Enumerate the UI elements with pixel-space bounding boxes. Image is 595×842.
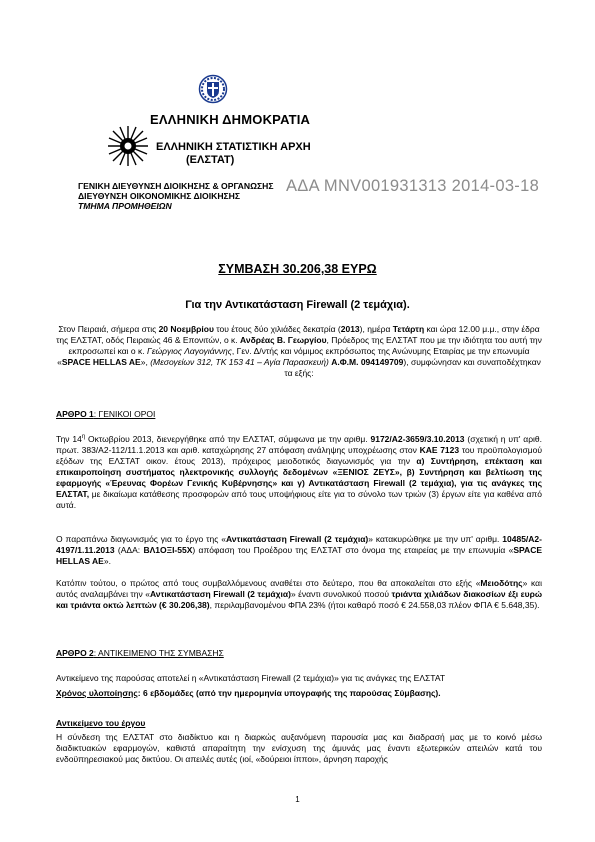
article-2-paragraph-3: Η σύνδεση της ΕΛΣΤΑΤ στο διαδίκτυο και η διαρκώς αυξανόμενη παρουσία μας και διαδρασή μας με το κοινό μέσω διαδικτυακών εφαρμογών, καθιστά απαραίτητη την ενίσχυση της άμυνάς μας έναντι εξωτερικών απειλών κατά του ενδοϋπηρεσιακού μας δικτύου. Οι απειλές αυτές (ιοί, «δούρειοι ίπποι», άρνηση παροχής	[56, 732, 542, 764]
ada-stamp: ΑΔΑ ΜΝV001931313 2014-03-18	[286, 177, 540, 195]
dept-line-financial: ΔΙΕΥΘΥΝΣΗ ΟΙΚΟΝΟΜΙΚΗΣ ΔΙΟΙΚΗΣΗΣ	[78, 191, 241, 201]
article-1-paragraph-2: Ο παραπάνω διαγωνισμός για το έργο της «Αντικατάσταση Firewall (2 τεμάχια)» κατακυρώθηκε με την υπ' αριθμ. 10485/Α2-4197/1.11.2013 (ΑΔΑ: ΒΛ1ΟΞΙ-55Χ) απόφαση του Προέδρου της ΕΛΣΤΑΤ στο όνομα της εταιρείας με την επωνυμία «SPACE HELLAS AE».	[56, 534, 542, 566]
article-1-paragraph-3: Κατόπιν τούτου, ο πρώτος από τους συμβαλλόμενους αναθέτει στο δεύτερο, που θα αποκαλείται στο εξής «Μειοδότης» και αυτός αναλαμβάνει την «Αντικατάσταση Firewall (2 τεμάχια)» έναντι συνολικού ποσού τριάντα χιλιάδων διακοσίων έξι ευρώ και τριάντα οκτώ λεπτών (€ 30.206,38), περιλαμβανομένου ΦΠΑ 23% (ήτοι καθαρό ποσό € 24.558,03 πλέον ΦΠΑ € 5.648,35).	[56, 578, 543, 610]
elstat-star-logo-icon	[106, 124, 150, 168]
article-2-heading: ΑΡΘΡΟ 2: ΑΝΤΙΚΕΙΜΕΝΟ ΤΗΣ ΣΥΜΒΑΣΗΣ	[56, 648, 224, 658]
authority-abbrev: (ΕΛΣΤΑΤ)	[186, 154, 235, 166]
department-block	[78, 181, 274, 211]
greek-coat-of-arms-icon	[198, 74, 228, 104]
article-2-paragraph-1: Αντικείμενο της παρούσας αποτελεί η «Αντικατάσταση Firewall (2 τεμάχια)» για τις ανάγκες της ΕΛΣΤΑΤ	[56, 673, 446, 683]
intro-paragraph: Στον Πειραιά, σήμερα στις 20 Νοεμβρίου του έτους δύο χιλιάδες δεκατρία (2013), ημέρα Τετάρτη και ώρα 12.00 μ.μ., στην έδρα της ΕΛΣΤΑΤ, οδός Πειραιώς 46 & Επονιτών, ο κ. Ανδρέας Β. Γεωργίου, Πρόεδρος της ΕΛΣΤΑΤ που με την ιδιότητα του αυτή την εκπροσωπεί και ο κ. Γεώργιος Λαγογιάννης, Γεν. Δ/ντής και νόμιμος εκπρόσωπος της Ανώνυμης Εταιρίας με την επωνυμία «SPACE HELLAS AE», (Μεσογείων 312, ΤΚ 153 41 – Αγία Παρασκευή) Α.Φ.Μ. 094149709), συμφώνησαν και συναποδέχτηκαν τα εξής:	[56, 324, 542, 378]
article-1-heading: ΑΡΘΡΟ 1: ΓΕΝΙΚΟΙ ΟΡΟΙ	[56, 409, 156, 419]
page-number: 1	[295, 795, 300, 804]
authority-name: ΕΛΛΗΝΙΚΗ ΣΤΑΤΙΣΤΙΚΗ ΑΡΧΗ	[156, 141, 311, 153]
dept-line-procurement: ΤΜΗΜΑ ΠΡΟΜΗΘΕΙΩΝ	[78, 201, 172, 211]
contract-title: ΣΥΜΒΑΣΗ 30.206,38 ΕΥΡΩ	[218, 262, 377, 276]
contract-subtitle: Για την Αντικατάσταση Firewall (2 τεμάχια).	[185, 299, 410, 311]
dept-line-general: ΓΕΝΙΚΗ ΔΙΕΥΘΥΝΣΗ ΔΙΟΙΚΗΣΗΣ & ΟΡΓΑΝΩΣΗΣ	[78, 181, 274, 191]
article-1-paragraph-1: Την $14^\eta$ Οκτωβρίου 2013, διενεργήθηκε από την ΕΛΣΤΑΤ, σύμφωνα με την αριθμ. 9172/Α2-3659/3.10.2013 (σχετική η υπ' αριθ. πρωτ. 383/Α2-112/11.1.2013 και αριθ. καταχώρησης 27 απόφαση ανάληψης υποχρέωσης στον ΚΑΕ 7123 του προϋπολογισμού εξόδων της ΕΛΣΤΑΤ οικον. έτους 2013), πρόχειρος μειοδοτικός διαγωνισμός για την α) Συντήρηση, επέκταση και επικαιροποίηση συστήματος ηλεκτρονικής συλλογής δεδομένων «ΞΕΝΙΟΣ ΖΕΥΣ», β) Συντήρηση και βελτίωση της εφαρμογής «Έρευνας Φορέων Γενικής Κυβέρνησης» και γ) Αντικατάσταση Firewall (2 τεμάχια), για τις ανάγκες της ΕΛΣΤΑΤ, με δικαίωμα κατάθεσης προσφορών από τους υποψήφιους είτε για το σύνολο των τριών (3) έργων είτε για καθένα από αυτά.	[56, 433, 543, 510]
republic-heading: ΕΛΛΗΝΙΚΗ ΔΗΜΟΚΡΑΤΙΑ	[150, 112, 311, 127]
implementation-time: Χρόνος υλοποίησης: 6 εβδομάδες (από την ημερομηνία υπογραφής της παρούσας Σύμβασης).	[56, 688, 441, 698]
project-subject-heading: Αντικείμενο του έργου	[56, 718, 146, 728]
